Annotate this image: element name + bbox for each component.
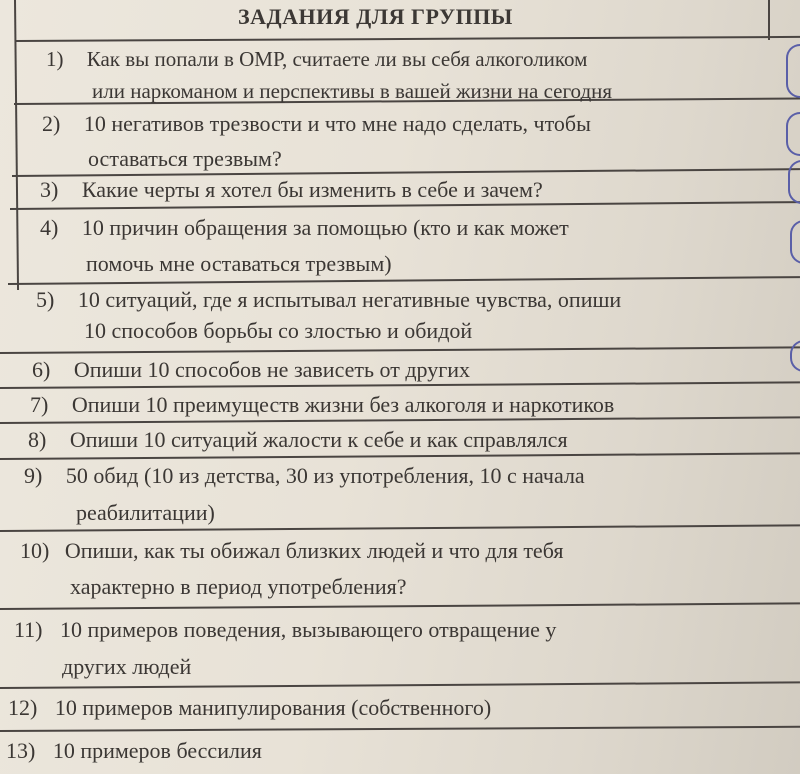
task-number: 1) (46, 47, 64, 71)
task-text: 10 негативов трезвости и что мне надо сделать, чтобы (83, 111, 591, 136)
table-right-border (768, 0, 770, 40)
task-number: 4) (40, 215, 59, 240)
pen-mark (790, 220, 800, 264)
task-row (14, 613, 556, 647)
table-left-border (14, 0, 19, 290)
task-text: Опиши 10 преимуществ жизни без алкоголя и наркотиков (71, 392, 615, 417)
task-row (8, 691, 491, 725)
task-text: Опиши, как ты обижал близких людей и что для тебя (64, 538, 564, 563)
task-row (46, 42, 587, 76)
task-row (42, 107, 591, 141)
task-row (28, 423, 568, 457)
task-number: 6) (32, 357, 51, 382)
task-number: 10) (20, 538, 50, 563)
task-row (6, 734, 262, 768)
task-text: Опиши 10 ситуаций жалости к себе и как справлялся (69, 427, 568, 452)
task-row (40, 173, 543, 207)
task-number: 2) (42, 111, 61, 136)
task-text: 10 ситуаций, где я испытывал негативные чувства, опиши (77, 287, 622, 312)
task-row (20, 534, 563, 568)
pen-mark (786, 44, 800, 98)
task-text: 10 причин обращения за помощью (кто и как может (81, 215, 569, 240)
task-number: 13) (6, 738, 36, 763)
task-text-continued: или наркоманом и перспективы в вашей жизни на сегодня (92, 79, 613, 103)
task-text-continued: характерно в период употребления? (70, 574, 407, 599)
task-row (40, 211, 569, 245)
page-title: ЗАДАНИЯ ДЛЯ ГРУППЫ (238, 4, 513, 29)
task-number: 7) (30, 392, 49, 417)
task-number: 12) (8, 695, 38, 720)
task-row (30, 388, 614, 422)
task-text-continued: реабилитации) (76, 500, 215, 525)
task-row (24, 459, 585, 493)
task-text: 10 примеров манипулирования (собственного) (54, 695, 492, 720)
task-text-continued: помочь мне оставаться трезвым) (86, 251, 392, 276)
pen-mark (788, 160, 800, 204)
task-number: 11) (14, 617, 43, 642)
task-number: 5) (36, 287, 55, 312)
pen-mark (786, 112, 800, 156)
task-text: Опиши 10 способов не зависеть от других (73, 357, 471, 382)
task-row (36, 283, 621, 317)
task-row (32, 353, 470, 387)
pen-mark (790, 340, 800, 372)
task-text: Как вы попали в ОМР, считаете ли вы себя алкоголиком (86, 47, 588, 71)
row-divider (0, 602, 800, 609)
row-divider (16, 36, 800, 42)
task-text: 10 примеров бессилия (52, 738, 262, 763)
task-number: 8) (28, 427, 47, 452)
task-text: 10 примеров поведения, вызывающего отвращение у (60, 617, 557, 642)
row-divider (0, 681, 800, 688)
task-number: 3) (40, 177, 59, 202)
task-text: 50 обид (10 из детства, 30 из употребления, 10 с начала (65, 463, 585, 488)
task-text-continued: оставаться трезвым? (88, 146, 282, 171)
task-text-continued: 10 способов борьбы со злостью и обидой (84, 318, 473, 343)
task-text-continued: других людей (62, 654, 192, 679)
task-number: 9) (24, 463, 43, 488)
row-divider (0, 726, 800, 732)
task-text: Какие черты я хотел бы изменить в себе и зачем? (81, 177, 543, 202)
